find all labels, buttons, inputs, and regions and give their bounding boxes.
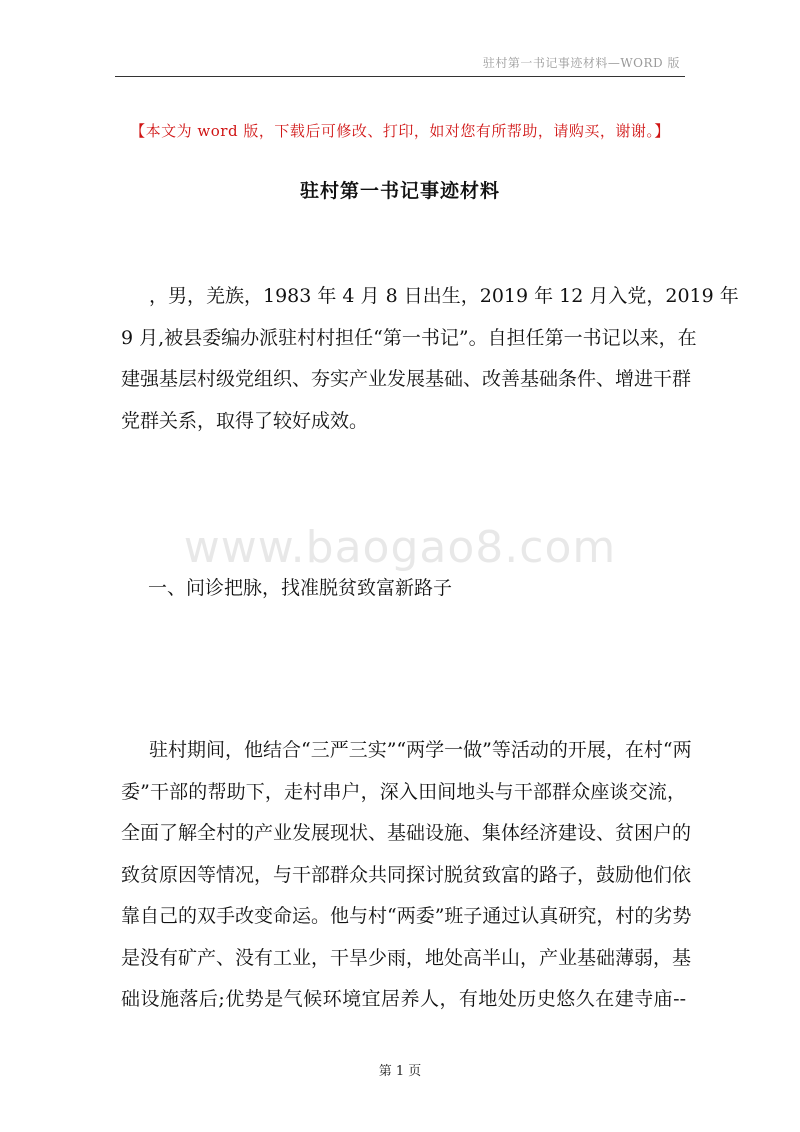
body-line: 驻村期间，他结合“三严三实”“两学一做”等活动的开展，在村“两 <box>149 739 692 761</box>
intro-paragraph <box>121 276 739 442</box>
body-line: 致贫原因等情况，与干部群众共同探讨脱贫致富的路子，鼓励他们依 <box>121 863 692 886</box>
body-paragraph <box>121 730 692 1021</box>
body-line: 全面了解全村的产业发展现状、基础设施、集体经济建设、贫困户的 <box>121 822 692 844</box>
intro-line: 9 月,被县委编办派驻村村担任“第一书记”。自担任第一书记以来，在 <box>121 326 697 349</box>
purchase-notice: 【本文为 word 版，下载后可修改、打印，如对您有所帮助，请购买，谢谢。】 <box>130 122 670 140</box>
body-line: 靠自己的双手改变命运。他与村“两委”班子通过认真研究，村的劣势 <box>121 905 692 927</box>
intro-line: ，男，羌族，1983 年 4 月 8 日出生，2019 年 12 月入党，2019 年 <box>149 285 739 307</box>
running-header: 驻村第一书记事迹材料—WORD 版 <box>482 56 680 70</box>
document-title: 驻村第一书记事迹材料 <box>299 180 500 202</box>
section-heading: 一、问诊把脉，找准脱贫致富新路子 <box>148 577 453 599</box>
page-number: 第 1 页 <box>378 1064 422 1079</box>
body-line: 础设施落后;优势是气候环境宜居养人，有地处历史悠久在建寺庙-- <box>121 988 686 1010</box>
body-line: 委”干部的帮助下，走村串户，深入田间地头与干部群众座谈交流， <box>121 780 686 803</box>
body-line: 是没有矿产、没有工业，干旱少雨，地处高半山，产业基础薄弱，基 <box>121 946 692 969</box>
intro-line: 建强基层村级党组织、夯实产业发展基础、改善基础条件、增进干群 <box>121 368 692 390</box>
header-divider <box>115 76 685 77</box>
intro-line: 党群关系，取得了较好成效。 <box>121 409 369 432</box>
watermark: www.baogao8.com <box>183 522 617 573</box>
